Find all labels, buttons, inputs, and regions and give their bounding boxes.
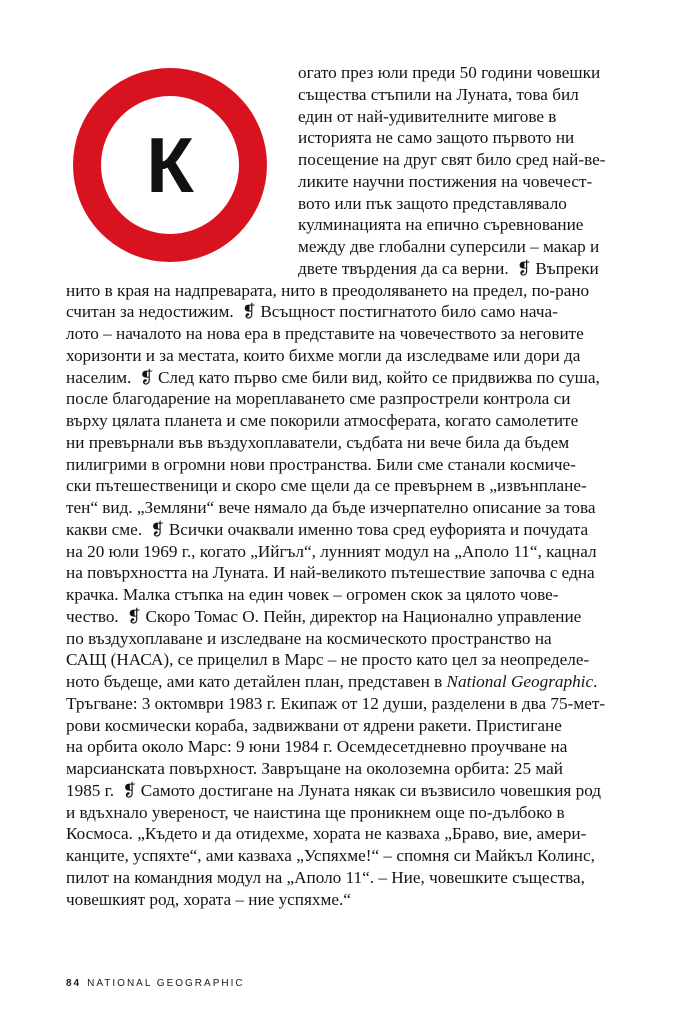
text-line	[66, 845, 635, 867]
page-number: 84	[66, 978, 82, 989]
text-run: Скоро Томас О. Пейн, директор на Национално управление	[145, 606, 582, 626]
pilcrow-icon: ❡	[150, 519, 165, 539]
text-line	[66, 410, 635, 432]
text-run: Самото достигане на Луната някак си възвисило човешкия род	[140, 780, 602, 800]
text-line	[298, 171, 635, 193]
text-run: огато през юли преди 50 години човешки	[298, 63, 601, 82]
text-line	[66, 519, 635, 541]
text-run: Космоса. „Където и да отидехме, хората не казваха „Браво, вие, амери-	[66, 824, 587, 844]
text-line	[66, 367, 635, 389]
text-run: 1985 г.	[66, 780, 119, 800]
text-run: ски пътешественици и скоро сме щели да се превърнем в „извънплане-	[66, 476, 587, 496]
text-line	[66, 889, 635, 911]
text-line	[66, 475, 635, 497]
text-run: пилигрими в огромни нови пространства. Били сме станали космиче-	[66, 454, 576, 474]
text-run: върху цялата планета и сме покорили атмосферата, когато самолетите	[66, 411, 579, 430]
text-line	[66, 562, 635, 584]
text-line	[66, 454, 635, 476]
drop-cap-letter: К	[146, 121, 194, 209]
text-run: двете твърдения да са верни.	[298, 258, 513, 278]
text-run: посещение на друг свят било сред най-ве-	[298, 150, 606, 169]
pilcrow-icon: ❡	[139, 367, 154, 387]
text-line	[298, 84, 635, 106]
text-line	[66, 671, 635, 693]
text-run: чество.	[66, 606, 124, 626]
text-line	[66, 345, 635, 367]
text-run: крачка. Малка стъпка на един човек – огромен скок за цялото чове-	[66, 585, 559, 604]
pilcrow-icon: ❡	[122, 780, 137, 800]
text-line	[66, 693, 635, 715]
text-line	[298, 127, 635, 149]
text-run: един от най-удивителните мигове в	[298, 106, 557, 126]
text-run: на орбита около Марс: 9 юни 1984 г. Осемдесетдневно проучване на	[66, 737, 568, 757]
text-run: .	[593, 672, 598, 691]
text-run: ликите научни постижения на човечест-	[298, 171, 593, 191]
italic-text: National Geographic	[446, 672, 594, 691]
text-run: на 20 юли 1969 г., когато „Ийгъл“, лунният модул на „Аполо 11“, кацнал	[66, 541, 597, 561]
text-line	[66, 823, 635, 845]
text-line	[66, 802, 635, 824]
text-line	[298, 149, 635, 171]
text-line	[66, 867, 635, 889]
text-run: След като първо сме били вид, който се придвижва по суша,	[157, 367, 600, 387]
pilcrow-icon: ❡	[127, 606, 142, 626]
text-run: населим.	[66, 367, 136, 387]
text-line	[66, 736, 635, 758]
text-line	[298, 258, 635, 280]
text-run: какви сме.	[66, 519, 147, 539]
text-line	[66, 432, 635, 454]
text-line	[66, 758, 635, 780]
text-run: тен“ вид. „Земляни“ вече нямало да бъде изчерпателно описание за това	[66, 498, 596, 517]
text-line	[66, 301, 635, 323]
pilcrow-icon: ❡	[516, 258, 532, 278]
text-run: считан за недостижим.	[66, 302, 238, 322]
text-run: САЩ (НАСА), се прицелил в Марс – не просто като цел за неопределе-	[66, 650, 590, 670]
pilcrow-icon: ❡	[241, 302, 257, 322]
text-run: Тръгване: 3 октомври 1983 г. Екипаж от 12 души, разделени в два 75-мет-	[66, 693, 606, 713]
text-run: по въздухоплаване и изследване на космическото пространство на	[66, 628, 552, 648]
text-run: историята не само защото първото ни	[298, 128, 575, 148]
text-line	[66, 780, 635, 802]
text-line	[298, 193, 635, 215]
text-line	[66, 280, 635, 302]
text-run: ното бъдеще, ами като детайлен план, представен в	[66, 672, 447, 691]
text-run: човешкият род, хората – ние успяхме.“	[66, 889, 351, 909]
text-run: после благодарение на мореплаването сме разпрострели контрола си	[66, 389, 571, 409]
text-run: хоризонти и за местата, които бихме могли да изследваме или дори да	[66, 345, 581, 365]
text-run: и вдъхнало увереност, че наистина ще проникнем още по-дълбоко в	[66, 802, 565, 822]
text-line	[66, 388, 635, 410]
text-run: кулминацията на епично съревнование	[298, 215, 584, 235]
text-run: Въпреки	[535, 258, 599, 278]
text-line	[66, 497, 635, 519]
text-line	[298, 62, 635, 84]
text-line	[66, 606, 635, 628]
text-run: на повърхността на Луната. И най-великото пътешествие започва с една	[66, 563, 595, 583]
text-line	[66, 584, 635, 606]
text-line	[298, 106, 635, 128]
text-line	[66, 628, 635, 650]
text-run: вото или пък защото представлявало	[298, 193, 567, 213]
text-run: нито в края на надпреварата, нито в преодоляването на предел, по-рано	[66, 280, 590, 300]
text-run: рови космически кораба, задвижвани от ядрени ракети. Пристигане	[66, 715, 562, 735]
text-run: лото – началото на нова ера в представите на човечеството за неговите	[66, 324, 584, 343]
text-run: пилот на командния модул на „Аполо 11“. – Ние, човешките същества,	[66, 867, 585, 887]
text-run: канците, успяхте“, ами казваха „Успяхме!“ – спомня си Майкъл Колинс,	[66, 846, 595, 865]
text-run: марсианската повърхност. Завръщане на околоземна орбита: 25 май	[66, 759, 563, 778]
text-line	[66, 323, 635, 345]
text-line	[66, 715, 635, 737]
text-line	[66, 649, 635, 671]
text-line	[298, 214, 635, 236]
text-run: Всъщност постигнатото било само нача-	[260, 302, 558, 322]
magazine-name: NATIONAL GEOGRAPHIC	[87, 978, 245, 989]
text-run: Всички очаквали именно това сред еуфорията и почудата	[168, 519, 589, 539]
text-run: ни превърнали във въздухоплаватели, съдбата ни вече била да бъдем	[66, 432, 570, 452]
page-footer	[66, 978, 245, 989]
text-run: между две глобални суперсили – макар и	[298, 237, 600, 256]
text-line	[66, 541, 635, 563]
text-run: същества стъпили на Луната, това бил	[298, 84, 579, 104]
text-line	[298, 236, 635, 258]
